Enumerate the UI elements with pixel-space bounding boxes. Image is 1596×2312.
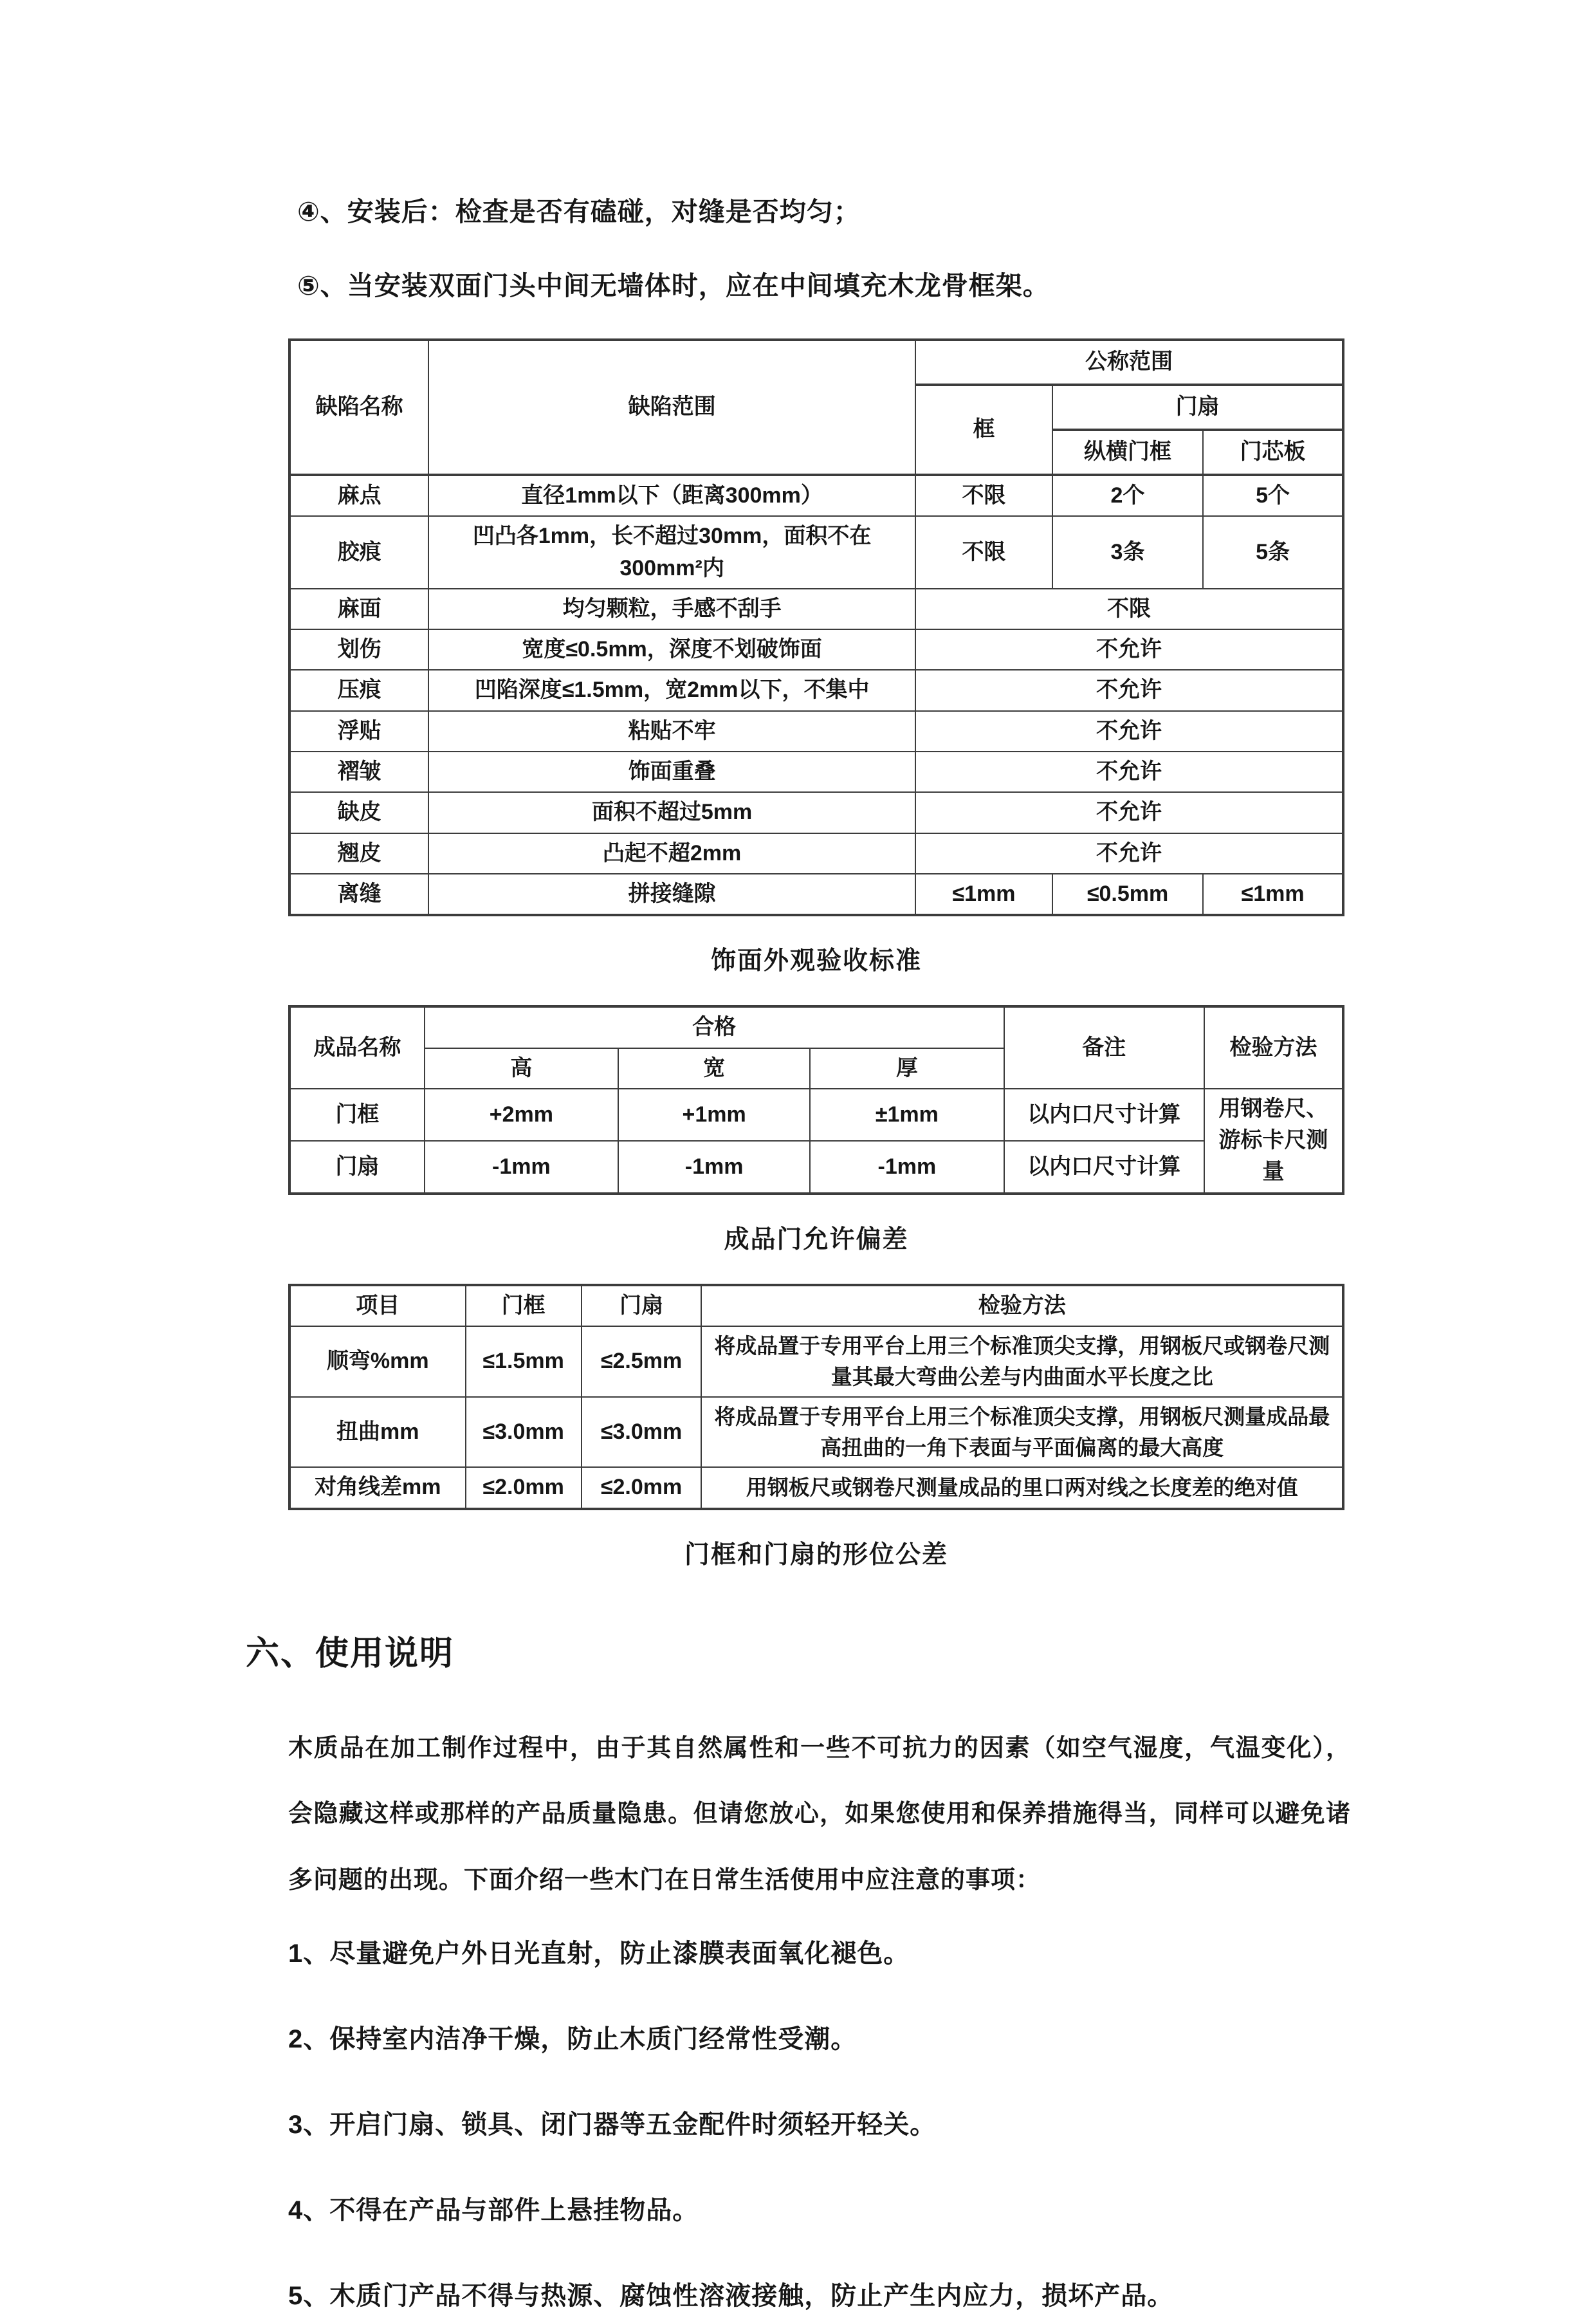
table-cell: ≤0.5mm	[1052, 874, 1203, 915]
table-cell: 凹陷深度≤1.5mm，宽2mm以下，不集中	[428, 670, 915, 710]
header-cell-remark: 备注	[1004, 1006, 1204, 1089]
table-cell: 饰面重叠	[428, 752, 915, 792]
size-table-caption: 成品门允许偏差	[724, 1225, 909, 1253]
header-cell-item: 项目	[289, 1285, 466, 1326]
usage-list-item-5: 5、木质门产品不得与热源、腐蚀性溶液接触，防止产生内应力，损坏产品。	[288, 2281, 1174, 2310]
size-deviation-table	[288, 1005, 1344, 1194]
table-cell: ≤3.0mm	[466, 1397, 582, 1468]
header-cell-stile: 纵横门框	[1052, 430, 1203, 475]
table-cell: 不限	[915, 475, 1052, 516]
table-cell: 胶痕	[289, 516, 428, 589]
table-cell: 直径1mm以下（距离300mm）	[428, 475, 915, 516]
table-cell: -1mm	[618, 1141, 810, 1193]
table-cell: 将成品置于专用平台上用三个标准顶尖支撑，用钢板尺测量成品最高扭曲的一角下表面与平面偏离的最大高度	[701, 1397, 1343, 1468]
table-cell: 均匀颗粒，手感不刮手	[428, 589, 915, 629]
table-row	[289, 874, 1343, 915]
header-cell-defect-name: 缺陷名称	[289, 340, 428, 475]
table-row	[289, 711, 1343, 752]
table-row	[289, 1326, 1343, 1397]
table-cell: -1mm	[425, 1141, 618, 1193]
usage-list-item-1: 1、尽量避免户外日光直射，防止漆膜表面氧化褪色。	[288, 1939, 910, 1968]
table-cell: 门框	[289, 1089, 425, 1141]
table-cell: 不允许	[915, 711, 1343, 752]
table-cell: ≤1mm	[1203, 874, 1343, 915]
usage-list-item-3: 3、开启门扇、锁具、闭门器等五金配件时须轻开轻关。	[288, 2110, 937, 2139]
table-cell: 2个	[1052, 475, 1203, 516]
header-cell-height: 高	[425, 1048, 618, 1089]
table-cell: 压痕	[289, 670, 428, 710]
table-cell: 3条	[1052, 516, 1203, 589]
table-cell: 用钢卷尺、游标卡尺测量	[1204, 1089, 1343, 1194]
table-cell: 不限	[915, 516, 1052, 589]
tolerance-table-caption: 门框和门扇的形位公差	[684, 1540, 948, 1569]
table-cell: 拼接缝隙	[428, 874, 915, 915]
table-row	[289, 833, 1343, 874]
defect-standards-table	[288, 338, 1344, 916]
table-cell: 凸起不超2mm	[428, 833, 915, 874]
table-cell: +2mm	[425, 1089, 618, 1141]
table-cell: -1mm	[810, 1141, 1004, 1193]
table-cell: 粘贴不牢	[428, 711, 915, 752]
defect-table-caption: 饰面外观验收标准	[710, 947, 922, 976]
table-cell: 麻点	[289, 475, 428, 516]
table-cell: 缺皮	[289, 792, 428, 833]
table-cell: 不限	[915, 589, 1343, 629]
size-table-header	[289, 1006, 1343, 1089]
usage-paragraph: 木质品在加工制作过程中，由于其自然属性和一些不可抗力的因素（如空气湿度，气温变化），会隐藏这样或那样的产品质量隐患。但请您放心，如果您使用和保养措施得当，同样可以避免诸多问题的出现。下面介绍一些木门在日常生活使用中应注意的事项：	[288, 1734, 1351, 1894]
table-cell: 顺弯%mm	[289, 1326, 466, 1397]
header-cell-nominal-range: 公称范围	[915, 340, 1343, 385]
size-table-body	[289, 1089, 1343, 1194]
table-cell: 门扇	[289, 1141, 425, 1193]
table-cell: 不允许	[915, 833, 1343, 874]
table-cell: 5条	[1203, 516, 1343, 589]
table-cell: 凹凸各1mm，长不超过30mm，面积不在300mm²内	[428, 516, 915, 589]
table-cell: 离缝	[289, 874, 428, 915]
table-cell: 浮贴	[289, 711, 428, 752]
usage-list-item-2: 2、保持室内洁净干燥，防止木质门经常性受潮。	[288, 2024, 858, 2053]
table-cell: 对角线差mm	[289, 1467, 466, 1508]
table-row	[289, 1467, 1343, 1508]
header-cell-method: 检验方法	[1204, 1006, 1343, 1089]
table-row	[289, 340, 1343, 385]
table-cell: 5个	[1203, 475, 1343, 516]
table-row	[289, 475, 1343, 516]
header-cell-core-board: 门芯板	[1203, 430, 1343, 475]
table-row	[289, 516, 1343, 589]
usage-list-item-4: 4、不得在产品与部件上悬挂物品。	[288, 2196, 699, 2224]
table-cell: 扭曲mm	[289, 1397, 466, 1468]
table-cell: 不允许	[915, 670, 1343, 710]
table-cell: 不允许	[915, 752, 1343, 792]
install-notes	[288, 190, 1344, 302]
table-cell: ±1mm	[810, 1089, 1004, 1141]
usage-list	[288, 1933, 1344, 2312]
table-cell: 将成品置于专用平台上用三个标准顶尖支撑，用钢板尺或钢卷尺测量其最大弯曲公差与内曲面水平长度之比	[701, 1326, 1343, 1397]
header-cell-frame: 框	[915, 385, 1052, 475]
table-cell: 翘皮	[289, 833, 428, 874]
table-row	[289, 589, 1343, 629]
header-cell-pass: 合格	[425, 1006, 1004, 1048]
table-cell: 宽度≤0.5mm，深度不划破饰面	[428, 629, 915, 670]
table-cell: 以内口尺寸计算	[1004, 1089, 1204, 1141]
table-cell: 用钢板尺或钢卷尺测量成品的里口两对线之长度差的绝对值	[701, 1467, 1343, 1508]
table-row	[289, 1397, 1343, 1468]
header-cell-leaf: 门扇	[582, 1285, 702, 1326]
table-cell: 麻面	[289, 589, 428, 629]
header-cell-method: 检验方法	[701, 1285, 1343, 1326]
table-row	[289, 1006, 1343, 1048]
table-cell: 面积不超过5mm	[428, 792, 915, 833]
header-cell-width: 宽	[618, 1048, 810, 1089]
table-row	[289, 792, 1343, 833]
table-cell: 以内口尺寸计算	[1004, 1141, 1204, 1193]
defect-table-body	[289, 475, 1343, 915]
table-cell: ≤2.0mm	[582, 1467, 702, 1508]
table-row	[289, 752, 1343, 792]
header-cell-product-name: 成品名称	[289, 1006, 425, 1089]
header-cell-door-leaf: 门扇	[1052, 385, 1343, 430]
table-cell: ≤2.0mm	[466, 1467, 582, 1508]
table-cell: 划伤	[289, 629, 428, 670]
header-cell-defect-range: 缺陷范围	[428, 340, 915, 475]
defect-table-header	[289, 340, 1343, 475]
table-row	[289, 629, 1343, 670]
tolerance-table-body	[289, 1326, 1343, 1509]
install-note-4: ④、安装后：检查是否有磕碰，对缝是否均匀；	[297, 197, 861, 227]
section-heading-usage: 六、使用说明	[246, 1634, 455, 1672]
table-cell: ≤3.0mm	[582, 1397, 702, 1468]
table-cell: ≤1.5mm	[466, 1326, 582, 1397]
table-cell: 不允许	[915, 792, 1343, 833]
install-note-5: ⑤、当安装双面门头中间无墙体时，应在中间填充木龙骨框架。	[297, 271, 1050, 301]
tolerance-table-header	[289, 1285, 1343, 1326]
table-row	[289, 1089, 1343, 1141]
table-cell: ≤1mm	[915, 874, 1052, 915]
table-row	[289, 1285, 1343, 1326]
header-cell-frame: 门框	[466, 1285, 582, 1326]
table-cell: 褶皱	[289, 752, 428, 792]
table-cell: 不允许	[915, 629, 1343, 670]
tolerance-table	[288, 1284, 1344, 1510]
table-row	[289, 670, 1343, 710]
table-row	[289, 1141, 1343, 1193]
table-cell: +1mm	[618, 1089, 810, 1141]
header-cell-thickness: 厚	[810, 1048, 1004, 1089]
table-cell: ≤2.5mm	[582, 1326, 702, 1397]
